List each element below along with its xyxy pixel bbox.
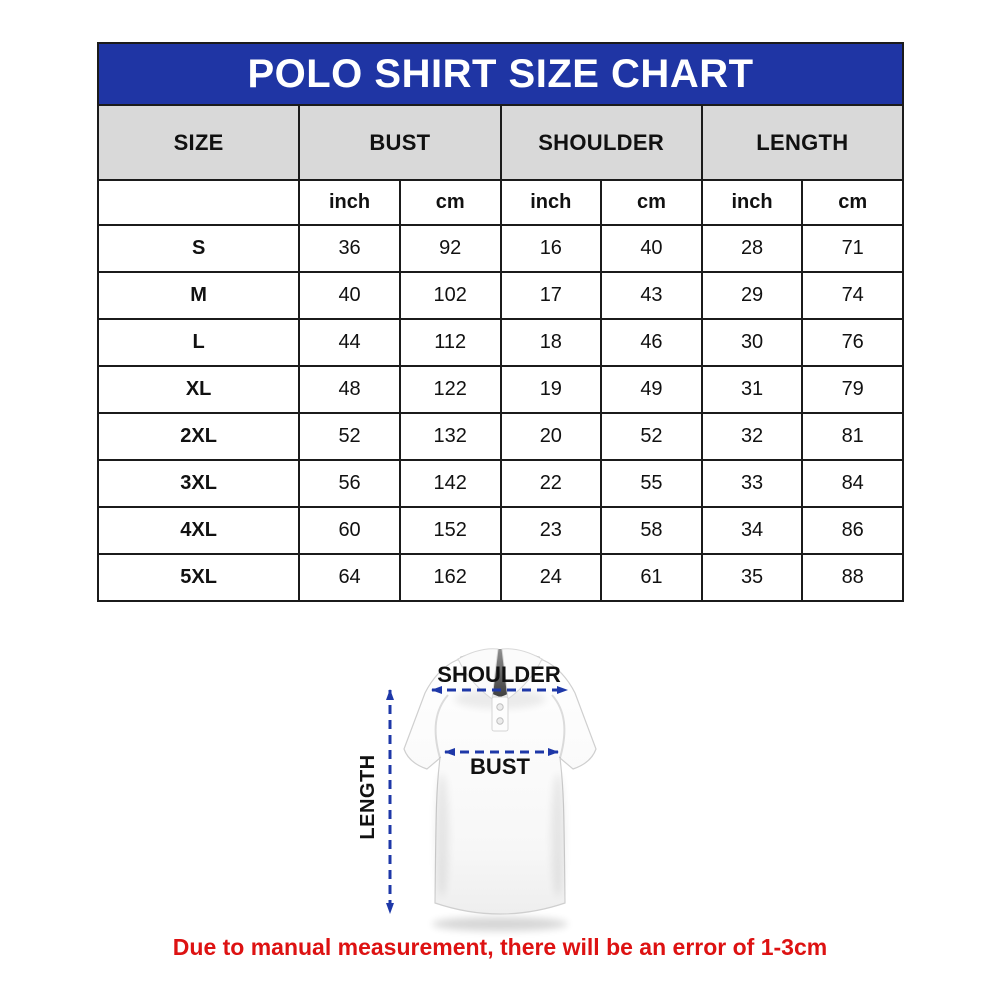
value-cell: 92 xyxy=(400,225,501,272)
size-table-head xyxy=(98,105,903,225)
value-cell: 33 xyxy=(702,460,803,507)
shoulder-label: SHOULDER xyxy=(437,662,561,687)
value-cell: 35 xyxy=(702,554,803,601)
value-cell: 40 xyxy=(601,225,702,272)
button xyxy=(497,704,503,710)
value-cell: 142 xyxy=(400,460,501,507)
table-row xyxy=(98,319,903,366)
col-header-size: SIZE xyxy=(98,105,299,180)
col-header-shoulder: SHOULDER xyxy=(501,105,702,180)
table-row xyxy=(98,272,903,319)
table-row xyxy=(98,413,903,460)
col-header-length: LENGTH xyxy=(702,105,903,180)
value-cell: 46 xyxy=(601,319,702,366)
value-cell: 60 xyxy=(299,507,400,554)
shirt-ground-shadow xyxy=(432,917,568,931)
unit-cell: inch xyxy=(702,180,803,225)
size-cell: XL xyxy=(98,366,299,413)
value-cell: 152 xyxy=(400,507,501,554)
shirt-right-shading xyxy=(551,773,565,897)
value-cell: 40 xyxy=(299,272,400,319)
size-cell: 2XL xyxy=(98,413,299,460)
value-cell: 86 xyxy=(802,507,903,554)
chart-title-banner xyxy=(97,42,904,104)
value-cell: 81 xyxy=(802,413,903,460)
polo-shirt-illustration xyxy=(340,635,670,945)
value-cell: 55 xyxy=(601,460,702,507)
value-cell: 30 xyxy=(702,319,803,366)
button xyxy=(497,718,503,724)
value-cell: 58 xyxy=(601,507,702,554)
value-cell: 28 xyxy=(702,225,803,272)
unit-cell: cm xyxy=(802,180,903,225)
value-cell: 17 xyxy=(501,272,602,319)
value-cell: 64 xyxy=(299,554,400,601)
chart-title: POLO SHIRT SIZE CHART xyxy=(247,51,754,96)
value-cell: 24 xyxy=(501,554,602,601)
table-row xyxy=(98,225,903,272)
size-chart xyxy=(97,42,904,602)
measurement-error-note: Due to manual measurement, there will be an error of 1-3cm xyxy=(172,934,828,960)
size-table xyxy=(97,104,904,602)
value-cell: 49 xyxy=(601,366,702,413)
value-cell: 122 xyxy=(400,366,501,413)
value-cell: 162 xyxy=(400,554,501,601)
value-cell: 32 xyxy=(702,413,803,460)
unit-cell: inch xyxy=(501,180,602,225)
col-header-bust: BUST xyxy=(299,105,500,180)
value-cell: 76 xyxy=(802,319,903,366)
size-table-body xyxy=(98,225,903,601)
value-cell: 56 xyxy=(299,460,400,507)
table-row xyxy=(98,507,903,554)
placket xyxy=(492,697,508,731)
value-cell: 61 xyxy=(601,554,702,601)
value-cell: 20 xyxy=(501,413,602,460)
unit-cell: inch xyxy=(299,180,400,225)
value-cell: 19 xyxy=(501,366,602,413)
value-cell: 52 xyxy=(601,413,702,460)
value-cell: 74 xyxy=(802,272,903,319)
table-row xyxy=(98,460,903,507)
unit-cell-empty xyxy=(98,180,299,225)
unit-cell: cm xyxy=(400,180,501,225)
size-cell: M xyxy=(98,272,299,319)
value-cell: 102 xyxy=(400,272,501,319)
bust-label: BUST xyxy=(470,754,530,779)
size-cell: 5XL xyxy=(98,554,299,601)
shirt-left-shading xyxy=(435,773,449,897)
value-cell: 71 xyxy=(802,225,903,272)
value-cell: 31 xyxy=(702,366,803,413)
value-cell: 48 xyxy=(299,366,400,413)
value-cell: 22 xyxy=(501,460,602,507)
units-row xyxy=(98,180,903,225)
value-cell: 23 xyxy=(501,507,602,554)
unit-cell: cm xyxy=(601,180,702,225)
value-cell: 112 xyxy=(400,319,501,366)
length-label: LENGTH xyxy=(357,754,379,840)
value-cell: 36 xyxy=(299,225,400,272)
value-cell: 132 xyxy=(400,413,501,460)
value-cell: 52 xyxy=(299,413,400,460)
size-cell: 3XL xyxy=(98,460,299,507)
value-cell: 84 xyxy=(802,460,903,507)
size-cell: 4XL xyxy=(98,507,299,554)
value-cell: 29 xyxy=(702,272,803,319)
value-cell: 79 xyxy=(802,366,903,413)
table-row xyxy=(98,554,903,601)
value-cell: 44 xyxy=(299,319,400,366)
size-cell: S xyxy=(98,225,299,272)
value-cell: 43 xyxy=(601,272,702,319)
size-cell: L xyxy=(98,319,299,366)
measurement-diagram xyxy=(340,635,670,945)
value-cell: 18 xyxy=(501,319,602,366)
value-cell: 16 xyxy=(501,225,602,272)
group-header-row xyxy=(98,105,903,180)
table-row xyxy=(98,366,903,413)
value-cell: 34 xyxy=(702,507,803,554)
value-cell: 88 xyxy=(802,554,903,601)
